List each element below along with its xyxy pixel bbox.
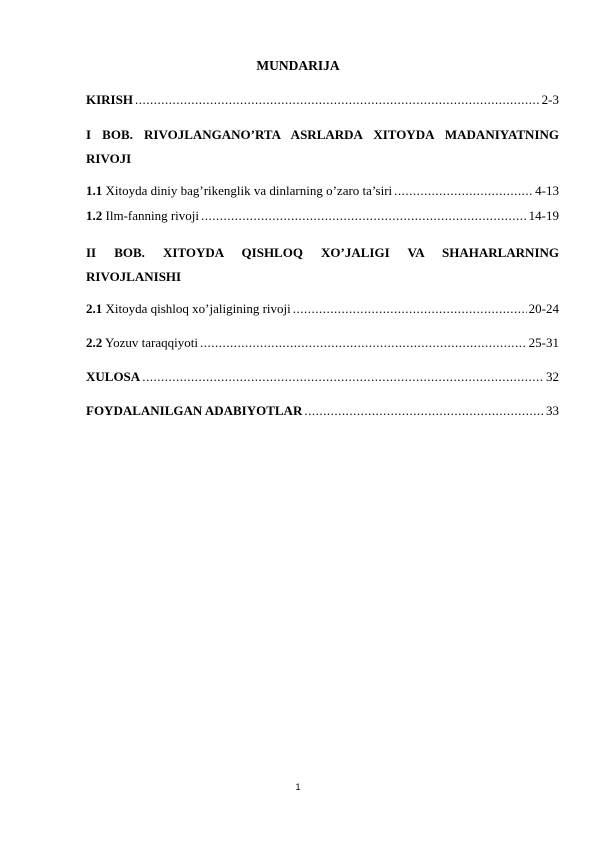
toc-page: 20-24: [528, 301, 559, 316]
toc-number: 1.1: [86, 183, 103, 198]
toc-label: Yozuv taraqqiyoti: [102, 335, 198, 350]
page-title: MUNDARIJA: [256, 58, 340, 73]
toc-entry-2-2[interactable]: [86, 335, 559, 351]
toc-leader-dots: [293, 301, 527, 317]
toc-label: FOYDALANILGAN ADABIYOTLAR: [86, 403, 303, 418]
toc-number: 1.2: [86, 208, 103, 223]
page-number: 1: [295, 782, 301, 792]
toc-entry-1-1[interactable]: [86, 183, 559, 199]
toc-page: 2-3: [541, 92, 559, 107]
toc-page: 14-19: [528, 208, 559, 223]
toc-entry-kirish[interactable]: [86, 92, 559, 108]
toc-label: Xitoyda qishloq xo’jaligining rivoji: [102, 301, 291, 316]
toc-chapter-2-line2[interactable]: RIVOJLANISHI: [86, 269, 182, 284]
toc-chapter-1-line1[interactable]: I BOB. RIVOJLANGANO’RTA ASRLARDA XITOYDA MADANIYATNING: [86, 127, 559, 142]
toc-page: 4-13: [535, 183, 559, 198]
toc-leader-dots: [304, 403, 544, 419]
toc-entry-2-1[interactable]: [86, 301, 559, 317]
toc-number: 2.2: [86, 335, 103, 350]
toc-label: Ilm-fanning rivoji: [102, 208, 200, 223]
toc-leader-dots: [135, 92, 540, 108]
toc-chapter-1-line2[interactable]: RIVOJI: [86, 151, 132, 166]
toc-page: 25-31: [528, 335, 559, 350]
toc-label: Xitoyda diniy bag’rikenglik va dinlarning o’zaro ta’siri: [102, 183, 393, 198]
toc-leader-dots: [200, 335, 527, 351]
toc-leader-dots: [201, 208, 527, 224]
toc-number: 2.1: [86, 301, 103, 316]
toc-leader-dots: [394, 183, 533, 199]
toc-label: XULOSA: [86, 369, 141, 384]
toc-label: KIRISH: [86, 92, 133, 107]
toc-chapter-2-line1[interactable]: II BOB. XITOYDA QISHLOQ XO’JALIGI VA SHAHARLARNING: [86, 245, 559, 260]
toc-page: 32: [546, 369, 559, 384]
toc-leader-dots: [142, 369, 544, 385]
toc-entry-xulosa[interactable]: [86, 369, 559, 385]
toc-entry-adabiyotlar[interactable]: [86, 403, 559, 419]
toc-page: 33: [546, 403, 559, 418]
toc-entry-1-2[interactable]: [86, 208, 559, 224]
